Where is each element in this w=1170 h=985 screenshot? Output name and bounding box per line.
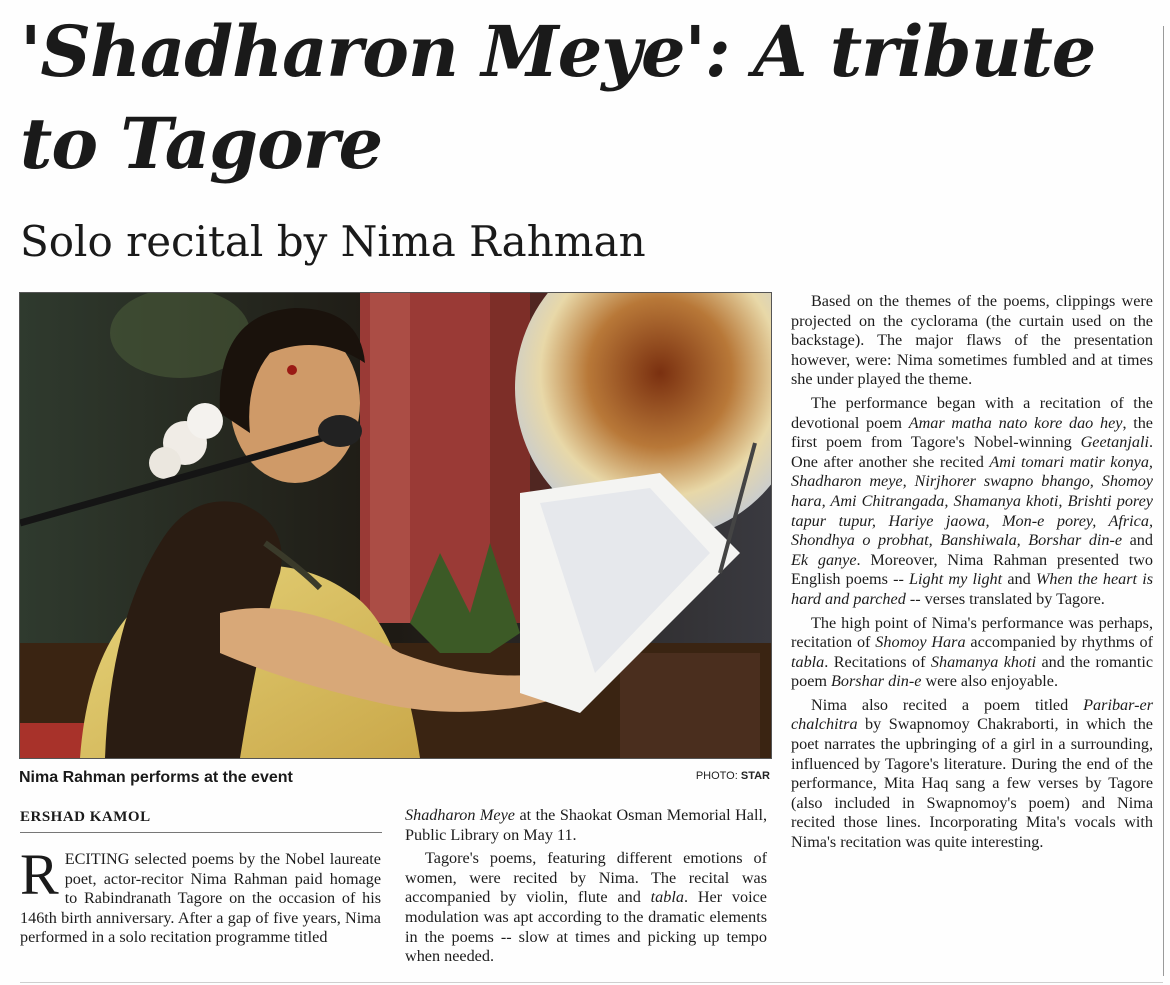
- paragraph-text: -- verses translated by Tagore.: [905, 589, 1105, 608]
- paragraph-text: ECITING selected poems by the Nobel laureate poet, actor-recitor Nima Rahman paid homage to Rabindranath Tagore on the occasion of his 146th birth anniversary. After a gap of five years, Nima performed in a solo recitation programme titled: [20, 850, 381, 947]
- book-title: Geetanjali: [1080, 433, 1149, 452]
- photo-credit: [600, 768, 770, 784]
- paragraph-text: . Recitations of: [824, 652, 931, 671]
- poem-title: When the heart is hard and parched: [791, 570, 1153, 608]
- byline: ERSHAD KAMOL: [20, 806, 382, 833]
- paragraph: [20, 842, 381, 948]
- term-italic: tabla: [791, 652, 825, 671]
- photo-credit-source: STAR: [740, 770, 770, 782]
- poem-title: Light my light: [909, 570, 1003, 589]
- poem-title: Shamanya khoti: [930, 652, 1037, 671]
- article-photo: [19, 292, 772, 759]
- paragraph: [791, 394, 1153, 610]
- poem-title: Borshar din-e: [831, 672, 922, 691]
- photo-credit-label: PHOTO:: [695, 770, 738, 782]
- paragraph-text: were also enjoyable.: [921, 672, 1059, 691]
- paragraph: [791, 696, 1153, 853]
- term-italic: tabla: [650, 888, 684, 907]
- poem-list: Ami tomari matir konya, Shadharon meye, Nirjhorer swapno bhango, Shomoy hara, Ami Chitrangada, Shamanya khoti, Brishti porey tapur tupur, Hariye jaowa, Mon-e porey, Africa, Shondhya o probhat, Banshiwala, Borshar din-e: [791, 452, 1153, 550]
- body-column-3: [791, 292, 1153, 853]
- paragraph: [405, 806, 767, 845]
- performer-photo-illustration: [20, 293, 771, 758]
- paragraph-text: by Swapnomoy Chakraborti, in which the poet narrates the upbringing of a girl in a surrounding, influenced by Tagore's literature. During the end of the performance, Mita Haq sang a few verses by Tagore (also included in Swapnomoy's poem) and Nima recited those lines. Incorporating Mita's vocals with Nima's recitation was quite interesting.: [791, 715, 1153, 852]
- photo-caption: Nima Rahman performs at the event: [19, 769, 293, 786]
- paragraph-text: . One after another she recited: [791, 433, 1153, 471]
- paragraph-text: Based on the themes of the poems, clippings were projected on the cyclorama (the curtain used on the backstage). The major flaws of the presentation however, were: Nima sometimes fumbled and at times she under played the theme.: [791, 292, 1153, 389]
- drop-cap: R: [20, 842, 59, 907]
- paragraph-text: , the first poem from Tagore's Nobel-winning: [791, 413, 1153, 452]
- poem-title: Shomoy Hara: [875, 633, 966, 652]
- title-italic: Shadharon Meye: [405, 806, 515, 824]
- paragraph: [405, 849, 767, 967]
- bottom-rule: [20, 982, 1163, 983]
- paragraph-text: accompanied by rhythms of: [965, 633, 1153, 652]
- body-column-1: [20, 842, 381, 948]
- paragraph-text: . Moreover, Nima Rahman presented two English poems --: [791, 550, 1153, 589]
- paragraph-text: . Her voice modulation was apt according to the dramatic elements in the poems -- slow at times and picking up tempo when needed.: [405, 888, 767, 966]
- paragraph-text: Nima also recited a poem titled: [811, 695, 1084, 714]
- paragraph-text: and the romantic poem: [791, 652, 1154, 691]
- body-column-2: [405, 806, 767, 967]
- headline: 'Shadharon Meye': A tribute to Tagore: [20, 10, 1096, 185]
- poem-title: Amar matha nato kore dao hey: [908, 413, 1123, 432]
- paragraph-text: at the Shaokat Osman Memorial Hall, Public Library on May 11.: [405, 806, 767, 844]
- paragraph-text: and: [1002, 570, 1036, 589]
- column-rule: [1163, 26, 1164, 976]
- paragraph-text: The high point of Nima's performance was perhaps, recitation of: [791, 613, 1153, 652]
- paragraph-text: The performance began with a recitation of the devotional poem: [791, 393, 1153, 432]
- poem-title: Paribar-er chalchitra: [791, 695, 1153, 734]
- paragraph-text: Tagore's poems, featuring different emotions of women, were recited by Nima. The recital was accompanied by violin, flute and: [405, 849, 767, 907]
- poem-title: Ek ganye: [791, 550, 857, 569]
- paragraph: [791, 292, 1153, 390]
- subheadline: Solo recital by Nima Rahman: [20, 217, 646, 266]
- paragraph: [791, 614, 1153, 692]
- paragraph-text: and: [1122, 531, 1153, 550]
